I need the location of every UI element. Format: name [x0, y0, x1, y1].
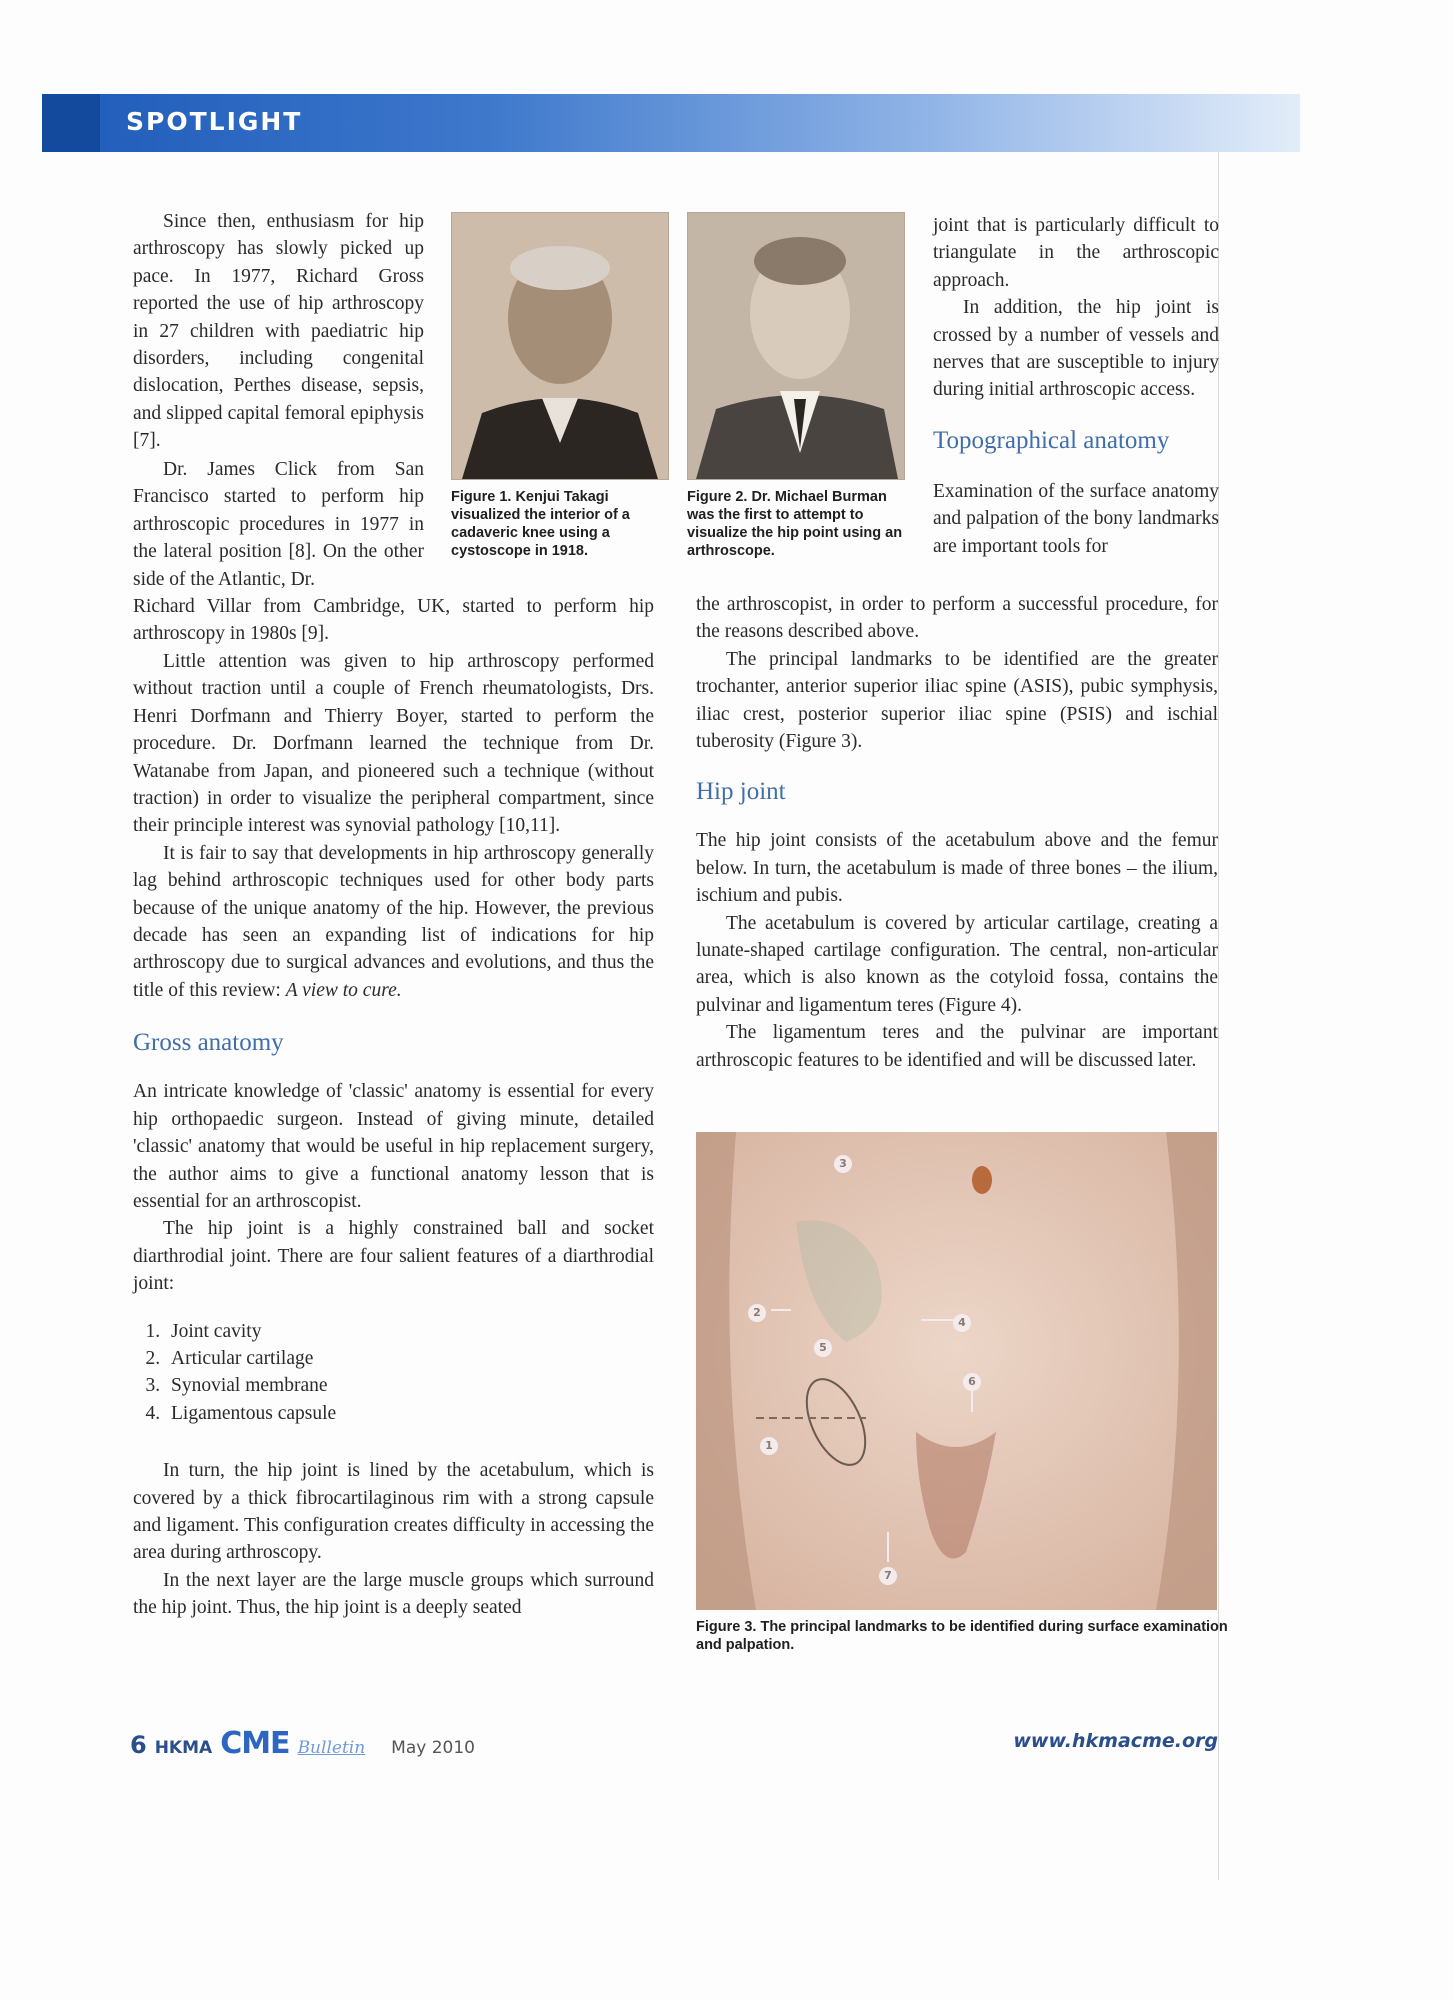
landmark-marker: 6 [963, 1370, 981, 1391]
landmark-marker: 7 [879, 1564, 897, 1585]
developments-text: It is fair to say that developments in hip arthroscopy generally lag behind arthroscopic techniques used for other body parts because of the unique anatomy of the hip. However, the previous decade has seen an expanding list of indications for hip arthroscopy due to surgical advances and evolutions, and thus the title of this review: [133, 842, 654, 1001]
paragraph-vessels: In addition, the hip joint is crossed by a number of vessels and nerves that are susceptible to injury during initial arthroscopic access. [933, 297, 1219, 401]
paragraph-muscle-layer: In the next layer are the large muscle groups which surround the hip joint. Thus, the hip joint is a deeply seated [133, 1569, 654, 1619]
review-title: A view to cure. [285, 979, 402, 1001]
landmark-marker: 1 [760, 1434, 778, 1455]
paragraph-intricate: An intricate knowledge of 'classic' anatomy is essential for every hip orthopaedic surgeon. Instead of giving minute, detailed 'classic' anatomy that would be useful in hip replacement surgery, the author aims to give a functional anatomy lesson that is essential for an arthroscopist. [133, 1081, 654, 1212]
click-text-narrow: Dr. James Click from San Francisco started to perform hip arthroscopic procedures in 1977 in the lateral position [8]. On the other side of the Atlantic, Dr. [133, 459, 424, 590]
column-2 [696, 591, 1218, 1074]
footer-masthead [130, 1726, 475, 1766]
paragraph-history: Since then, enthusiasm for hip arthroscopy has slowly picked up pace. In 1977, Richard Gross reported the use of hip arthroscopy in 27 children with paediatric hip disorders, including congenital dislocation, Perthes disease, sepsis, and slipped capital femoral epiphysis [7]. [133, 211, 424, 452]
list-item: 1. Joint cavity [165, 1318, 654, 1345]
issue-date: May 2010 [391, 1738, 475, 1758]
page-number: 6 [130, 1731, 147, 1759]
paragraph-constrained: The hip joint is a highly constrained ball and socket diarthrodial joint. There are four salient features of a diarthrodial joint: [133, 1218, 654, 1295]
paragraph-ligamentum: The ligamentum teres and the pulvinar are important arthroscopic features to be identified and will be discussed later. [696, 1022, 1218, 1071]
column-3-top [933, 212, 1219, 560]
cme-logo: CME [220, 1726, 290, 1761]
column-1-top [133, 208, 424, 455]
features-list [133, 1318, 654, 1428]
section-label: SPOTLIGHT [126, 107, 303, 136]
click-text-wide: Richard Villar from Cambridge, UK, started to perform hip arthroscopy in 1980s [9]. [133, 596, 654, 645]
portrait-2-image [688, 213, 904, 479]
figure-3-caption: Figure 3. The principal landmarks to be identified during surface examination and palpation. [696, 1619, 1228, 1653]
figure-1-caption: Figure 1. Kenjui Takagi visualized the interior of a cadaveric knee using a cystoscope in 1918. [451, 489, 630, 559]
list-item: 2. Articular cartilage [165, 1345, 654, 1372]
column-1-lower [133, 648, 654, 1622]
figure-1-photo [451, 212, 669, 480]
landmark-marker: 2 [748, 1301, 766, 1322]
list-item: 3. Synovial membrane [165, 1372, 654, 1399]
paragraph-landmarks: The principal landmarks to be identified are the greater trochanter, anterior superior iliac spine (ASIS), pubic symphysis, iliac crest, posterior superior iliac spine (PSIS) and ischial tuberosity (Figure 3). [696, 648, 1218, 753]
paragraph-acetabulum-lined: In turn, the hip joint is lined by the acetabulum, which is covered by a thick fibrocartilaginous rim with a strong capsule and ligament. This configuration creates difficulty in accessing the area during arthroscopy. [133, 1460, 654, 1564]
surface-anatomy-image [696, 1132, 1217, 1610]
figure-3-photo [696, 1132, 1217, 1610]
portrait-1-image [452, 213, 668, 479]
heading-topographical: Topographical anatomy [933, 426, 1170, 454]
section-banner [42, 94, 1300, 152]
list-item: 4. Ligamentous capsule [165, 1400, 654, 1427]
figure-2-caption: Figure 2. Dr. Michael Burman was the first to attempt to visualize the hip point using an arthroscope. [687, 489, 903, 559]
heading-gross-anatomy: Gross anatomy [133, 1029, 284, 1057]
paragraph-developments [133, 840, 654, 1004]
heading-hip-joint: Hip joint [696, 778, 786, 806]
bulletin-logo: Bulletin [297, 1738, 366, 1758]
banner-tab [42, 94, 100, 152]
landmark-marker: 5 [814, 1336, 832, 1357]
figure-2-photo [687, 212, 905, 480]
paragraph-arthroscopist: the arthroscopist, in order to perform a successful procedure, for the reasons described above. [696, 594, 1218, 643]
publisher-name: HKMA [154, 1738, 213, 1758]
paragraph-cartilage: The acetabulum is covered by articular cartilage, creating a lunate-shaped cartilage configuration. The central, non-articular area, which is also known as the cotyloid fossa, contains the pulvinar and ligamentum teres (Figure 4). [696, 912, 1218, 1016]
paragraph-dorfmann: Little attention was given to hip arthroscopy performed without traction until a couple of French rheumatologists, Drs. Henri Dorfmann and Thierry Boyer, started to perform the procedure. Dr. Dorfmann learned the technique from Dr. Watanabe from Japan, and pioneered such a technique (without traction) in order to visualize the peripheral compartment, since their principle interest was synovial pathology [10,11]. [133, 651, 654, 837]
landmark-marker: 4 [953, 1311, 971, 1332]
paragraph-hip-consists: The hip joint consists of the acetabulum above and the femur below. In turn, the acetabulum is made of three bones – the ilium, ischium and pubis. [696, 830, 1218, 907]
paragraph-examination: Examination of the surface anatomy and palpation of the bony landmarks are important tools for [933, 480, 1219, 557]
paragraph-joint-difficult: joint that is particularly difficult to triangulate in the arthroscopic approach. [933, 215, 1219, 291]
website-link[interactable]: www.hkmacme.org [1013, 1730, 1218, 1752]
landmark-marker: 3 [834, 1152, 852, 1173]
